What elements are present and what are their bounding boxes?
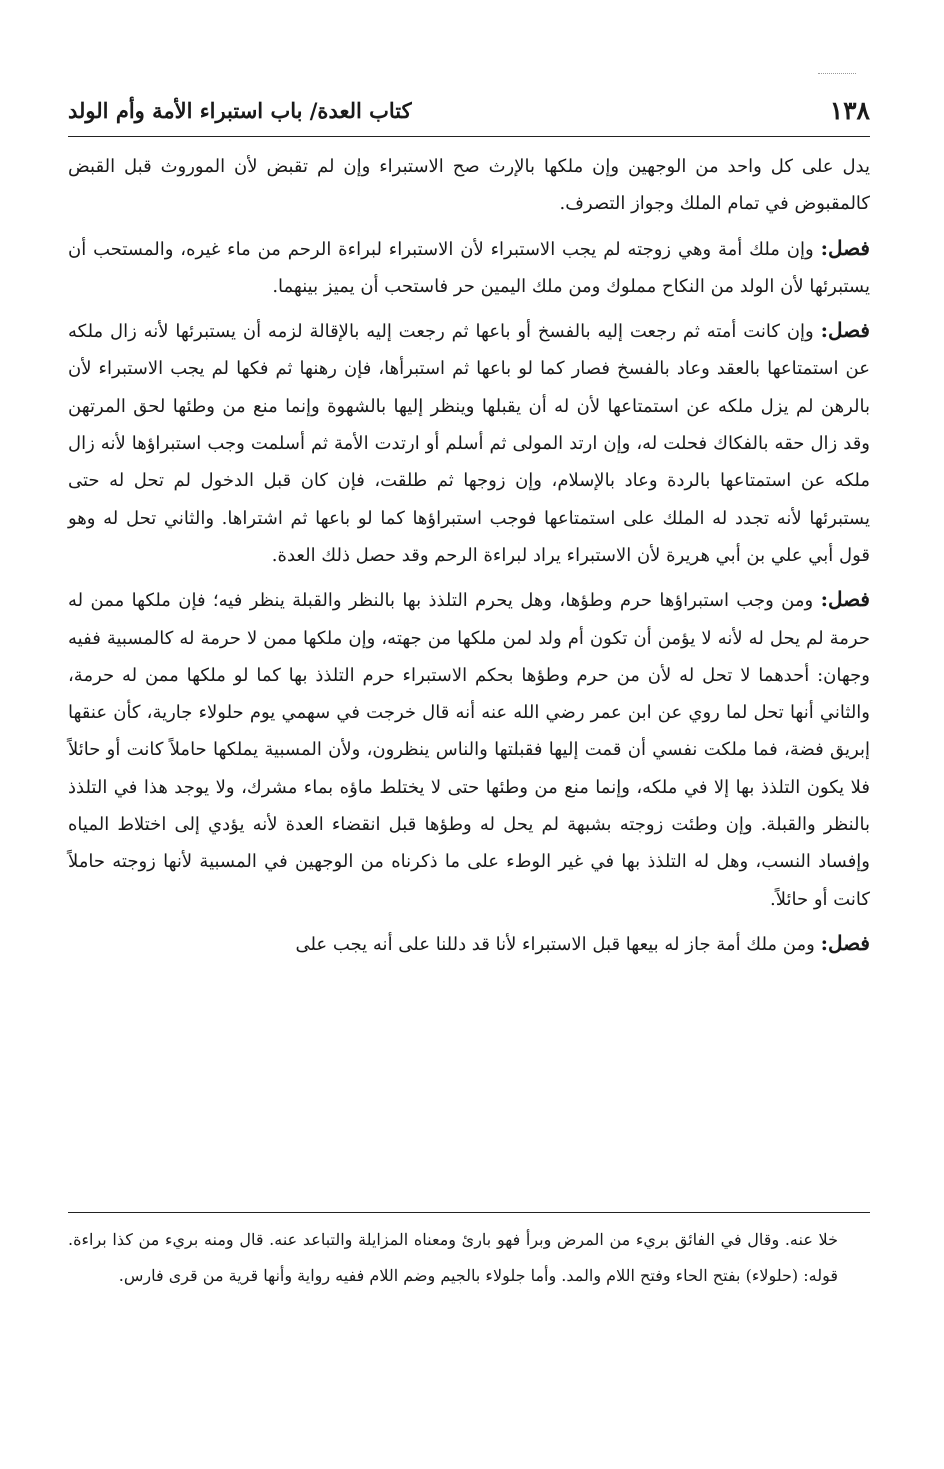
paragraph-text: ومن وجب استبراؤها حرم وطؤها، وهل يحرم التلذذ بها بالنظر والقبلة ينظر فيه؛ فإن ملكها ممن له حرمة لم يحل له لأنه لا يؤمن أن تكون أم ولد لمن ملكها من جهته، وإن ملكها ممن لا حرمة له كالمسبية ففيه وجهان: أحدهما لا تحل له لأن من حرم وطؤها بحكم الاستبراء حرم التلذذ بها كما لو ملكها ممن له حرمة، والثاني أنها تحل لما روي عن ابن عمر رضي الله عنه أنه قال خرجت في سهمي يوم حلولاء جارية، كأن عنقها إبريق فضة، فما ملكت نفسي أن قمت إليها فقبلتها والناس ينظرون، ولأن المسبية يملكها حاملاً كانت أو حائلاً فلا يكون التلذذ بها إلا في ملكه، وإنما منع من وطئها حتى لا يختلط ماؤه بماء مشرك، ولا يوجد هذا في التلذذ بالنظر والقبلة. وإن وطئت زوجته بشبهة لم يحل له وطؤها قبل انقضاء العدة لأنه يؤدي إلى اختلاط المياه وإفساد النسب، وهل له التلذذ بها في غير الوطء على ما ذكرناه من الوجهين في المسبية لأنها زوجته حاملاً كانت أو حائلاً. xyxy=(68,590,870,910)
footnote-divider xyxy=(68,1212,870,1213)
section-keyword: فصل: xyxy=(820,235,870,260)
paragraph-text: يدل على كل واحد من الوجهين وإن ملكها بالإرث صح الاستبراء وإن لم تقبض لأن الموروث قبل القبض كالمقبوض في تمام الملك وجواز التصرف. xyxy=(68,156,870,215)
running-title: كتاب العدة/ باب استبراء الأمة وأم الولد xyxy=(68,98,412,123)
footnote-text: خلا عنه. وقال في الفائق بريء من المرض وبرأ فهو بارئ ومعناه المزايلة والتباعد عنه. قال ومنه بريء من كذا براءة. قوله: (حلولاء) بفتح الحاء وفتح اللام والمد. وأما جلولاء بالجيم وضم اللام ففيه رواية وأنها قرية من قرى فارس. xyxy=(68,1230,838,1285)
main-text xyxy=(68,148,870,970)
section-keyword: فصل: xyxy=(820,318,870,343)
page-number: ١٣٨ xyxy=(829,96,870,125)
scan-mark xyxy=(818,73,856,75)
paragraph-text: وإن ملك أمة وهي زوجته لم يجب الاستبراء لأن الاستبراء لبراءة الرحم من ماء غيره، والمستحب أن يستبرئها لأن الولد من النكاح مملوك ومن ملك اليمين حر فاستحب أن يميز بينهما. xyxy=(68,238,870,297)
paragraph-text: وإن كانت أمته ثم رجعت إليه بالفسخ أو باعها ثم رجعت إليه بالإقالة لزمه أن يستبرئها لأنه زال ملكه عن استمتاعها بالعقد وعاد بالفسخ فصار كما لو باعها ثم استبرأها، فإن رهنها ثم فكها لم يجب الاستبراء لأن بالرهن لم يزل ملكه عن استمتاعها لأن له أن يقبلها وينظر إليها بالشهوة وإنما منع من وطئها لحق المرتهن وقد زال حقه بالفكاك فحلت له، وإن ارتد المولى ثم أسلم أو ارتدت الأمة ثم أسلمت وجب استبراؤها لأنه زال ملكه عن استمتاعها بالردة وعاد بالإسلام، وإن زوجها ثم طلقت، فإن كان قبل الدخول لم تحل له حتى يستبرئها لأنه تجدد له الملك على استمتاعها فوجب استبراؤها كما لو باعها ثم اشتراها. والثاني تحل له وهو قول أبي علي بن أبي هريرة لأن الاستبراء يراد لبراءة الرحم وقد حصل ذلك العدة. xyxy=(68,321,870,566)
paragraph-4 xyxy=(68,581,870,918)
paragraph-2 xyxy=(68,230,870,306)
section-keyword: فصل: xyxy=(820,930,870,955)
paragraph-text: ومن ملك أمة جاز له بيعها قبل الاستبراء لأنا قد دللنا على أنه يجب على xyxy=(295,933,821,955)
section-keyword: فصل: xyxy=(820,587,870,612)
paragraph-5 xyxy=(68,925,870,963)
header-divider xyxy=(68,136,870,137)
page-header xyxy=(68,96,870,126)
paragraph-1 xyxy=(68,148,870,223)
footnote xyxy=(68,1222,838,1293)
paragraph-3 xyxy=(68,312,870,574)
